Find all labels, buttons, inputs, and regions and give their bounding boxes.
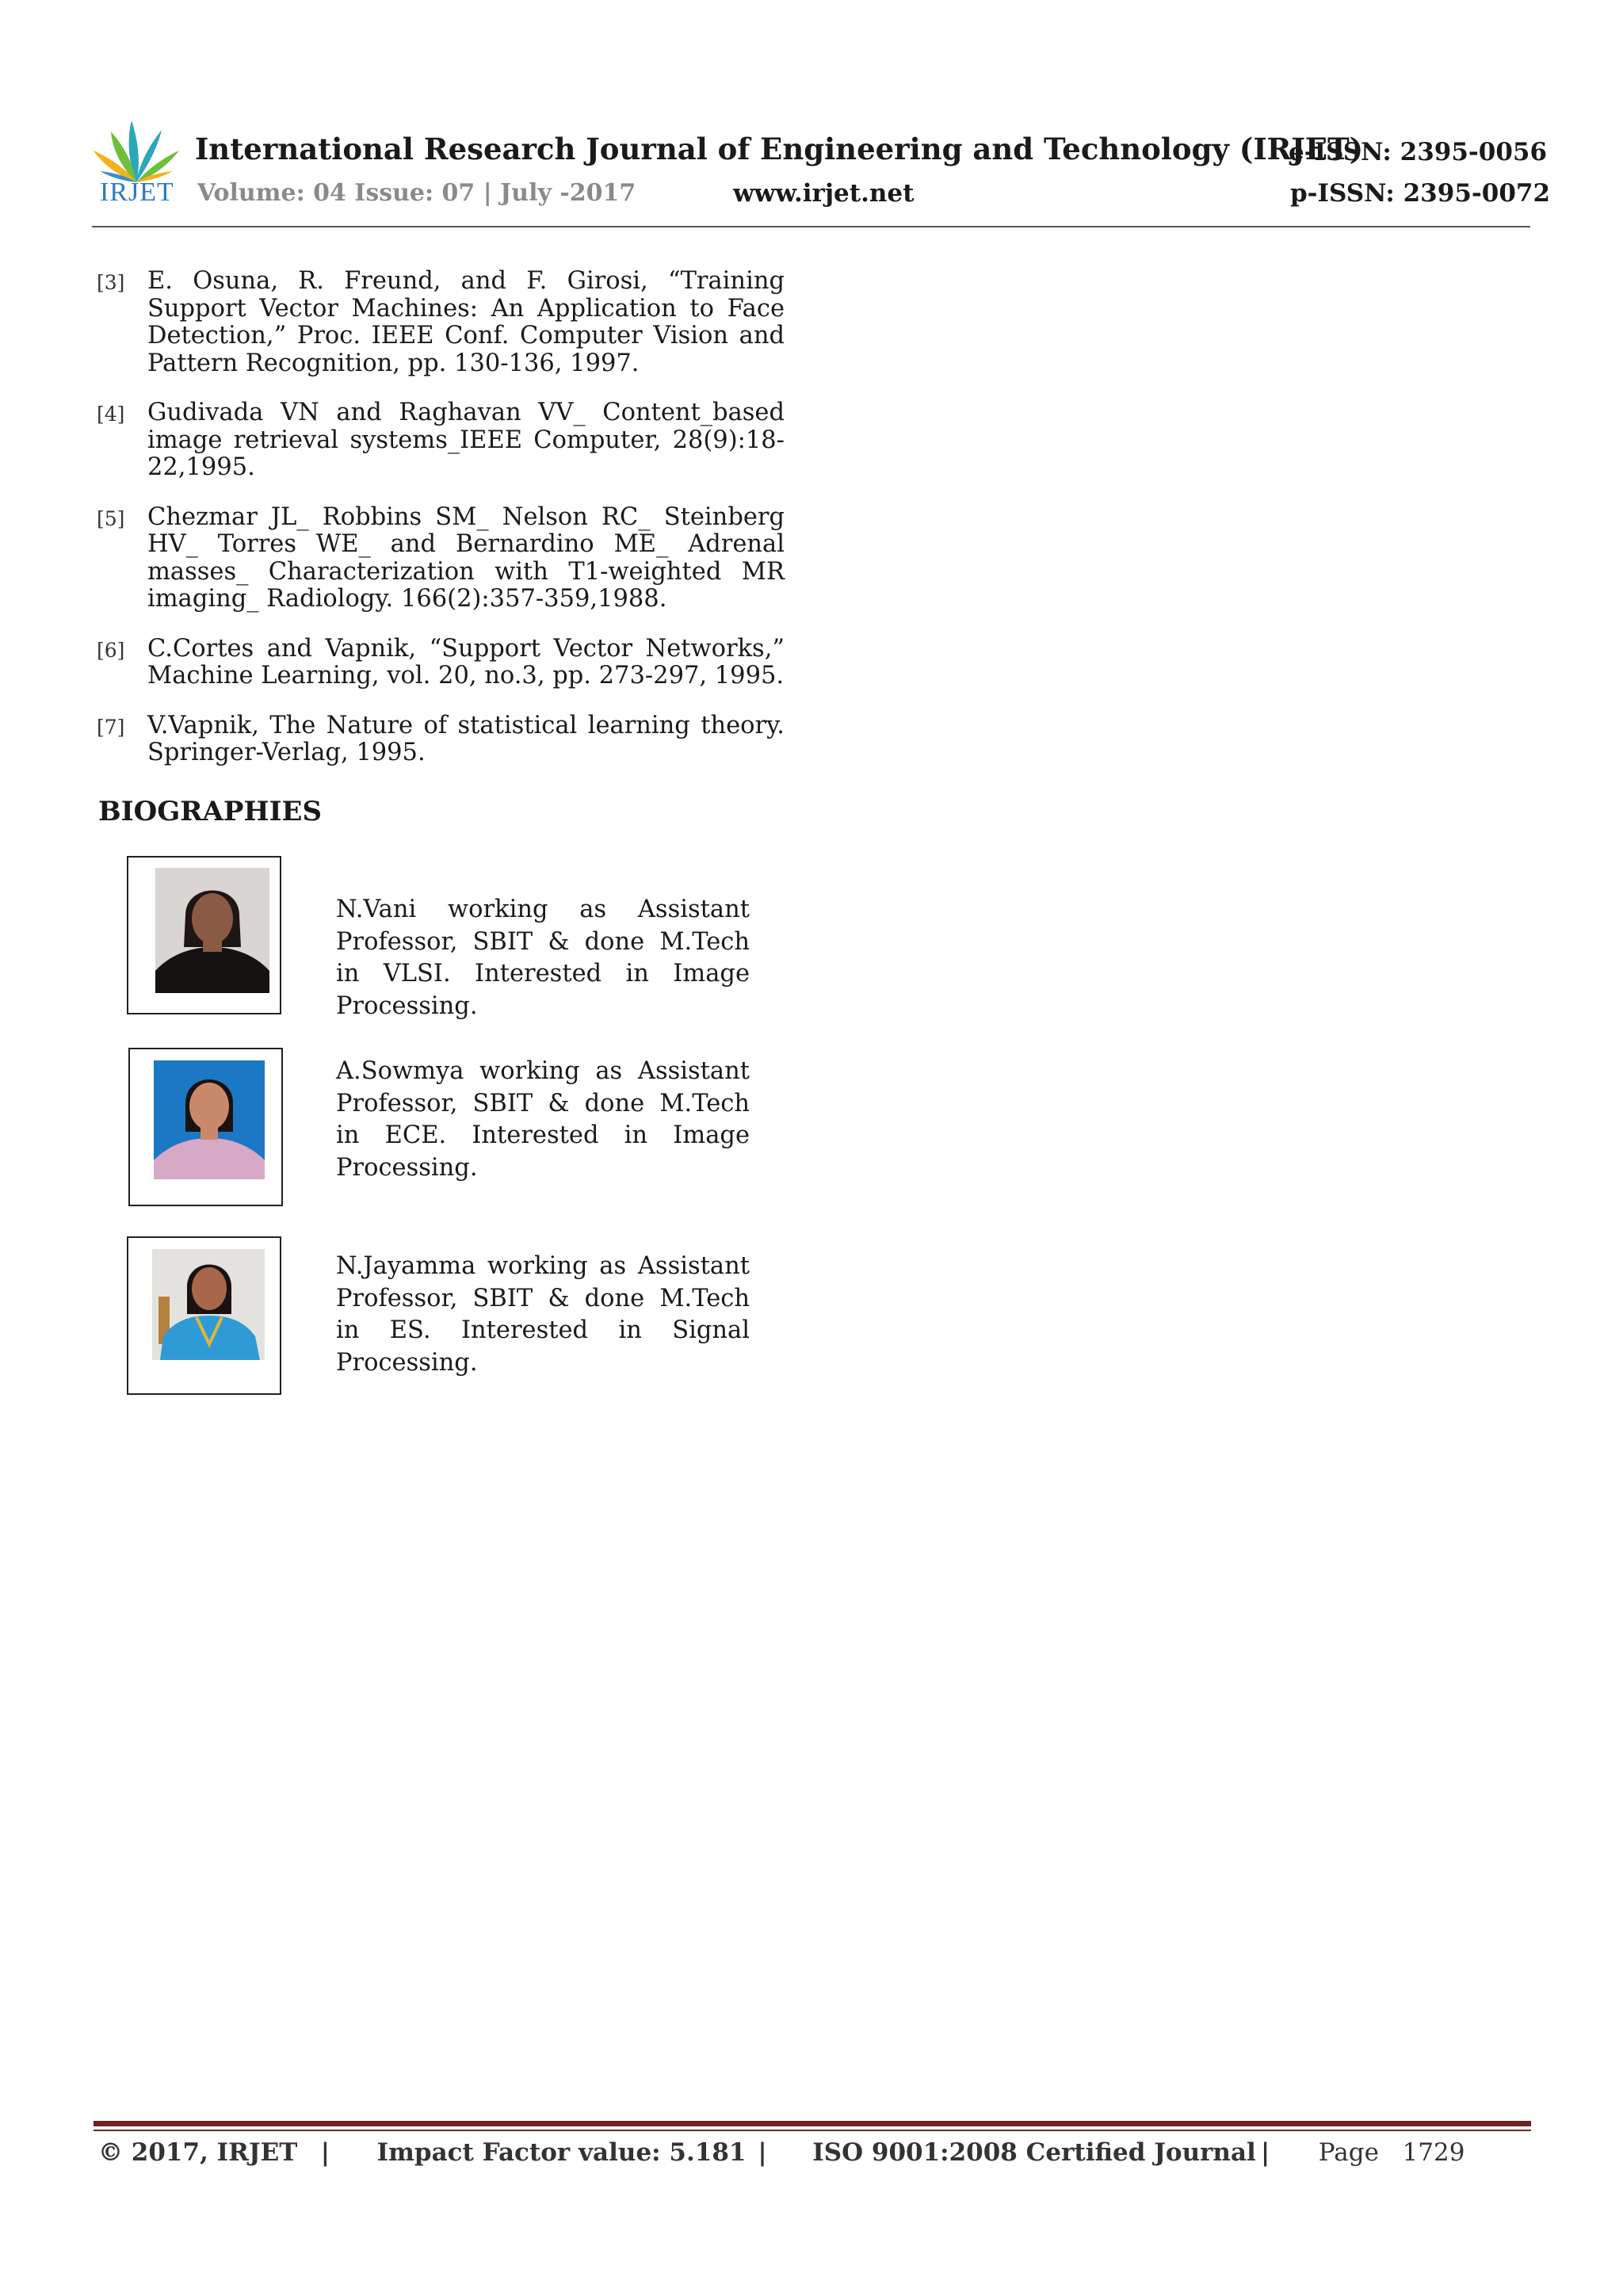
reference-number: [6] (97, 638, 125, 662)
header-divider (92, 226, 1530, 227)
reference-item (97, 636, 785, 690)
page-label: Page (1318, 2138, 1379, 2167)
footer-separator: | (1260, 2138, 1270, 2167)
footer-divider (94, 2121, 1531, 2126)
reference-item (97, 399, 785, 482)
eissn: e-ISSN: 2395-0056 (1289, 138, 1548, 166)
footer-separator: | (758, 2138, 767, 2167)
reference-item (97, 504, 785, 613)
reference-list (97, 268, 785, 789)
volume-issue: Volume: 04 Issue: 07 | July -2017 (197, 179, 636, 207)
biography-text: N.Jayamma working as Assistant Professor, SBIT & done M.Tech in ES. Interested in Signal Processing. (336, 1252, 750, 1377)
biographies-heading: BIOGRAPHIES (98, 796, 322, 827)
footer-divider-thin (94, 2130, 1531, 2131)
bio-photo-frame (127, 1236, 281, 1395)
website-link[interactable]: www.irjet.net (733, 179, 915, 208)
reference-item (97, 268, 785, 377)
footer (98, 2138, 1465, 2167)
reference-text: V.Vapnik, The Nature of statistical learning theory. Springer-Verlag, 1995. (147, 711, 785, 766)
reference-number: [7] (97, 715, 125, 739)
author-photo (155, 868, 269, 993)
reference-text: Chezmar JL_ Robbins SM_ Nelson RC_ Steinberg HV_ Torres WE_ and Bernardino ME_ Adrenal masses_ Characterization with T1-weighted MR imaging_ Radiology. 166(2):357-359,1988. (147, 502, 785, 613)
bio-photo-frame (128, 1048, 283, 1206)
author-photo (152, 1249, 265, 1360)
biography-text: N.Vani working as Assistant Professor, SBIT & done M.Tech in VLSI. Interested in Image Processing. (336, 896, 750, 1020)
author-photo (154, 1060, 265, 1179)
footer-separator: | (320, 2138, 330, 2167)
page-number: 1729 (1402, 2138, 1465, 2167)
logo-text: IRJET (100, 178, 174, 207)
reference-number: [5] (97, 506, 125, 530)
reference-text: E. Osuna, R. Freund, and F. Girosi, “Training Support Vector Machines: An Application to Face Detection,” Proc. IEEE Conf. Computer Vision and Pattern Recognition, pp. 130-136, 1997. (147, 267, 785, 377)
pissn: p-ISSN: 2395-0072 (1290, 179, 1551, 208)
reference-item (97, 712, 785, 767)
iso-certification: ISO 9001:2008 Certified Journal (812, 2138, 1256, 2167)
reference-number: [4] (97, 403, 125, 426)
copyright: © 2017, IRJET (98, 2138, 298, 2167)
reference-text: C.Cortes and Vapnik, “Support Vector Networks,” Machine Learning, vol. 20, no.3, pp. 273-297, 1995. (147, 634, 785, 690)
impact-factor: Impact Factor value: 5.181 (376, 2138, 747, 2167)
journal-title: International Research Journal of Engineering and Technology (IRJET) (195, 132, 1364, 166)
biography-text: A.Sowmya working as Assistant Professor, SBIT & done M.Tech in ECE. Interested in Image Processing. (336, 1057, 750, 1182)
bio-photo-frame (127, 856, 281, 1014)
reference-text: Gudivada VN and Raghavan VV_ Content_based image retrieval systems_IEEE Computer, 28(9):18-22,1995. (147, 399, 785, 481)
reference-number: [3] (97, 271, 125, 294)
